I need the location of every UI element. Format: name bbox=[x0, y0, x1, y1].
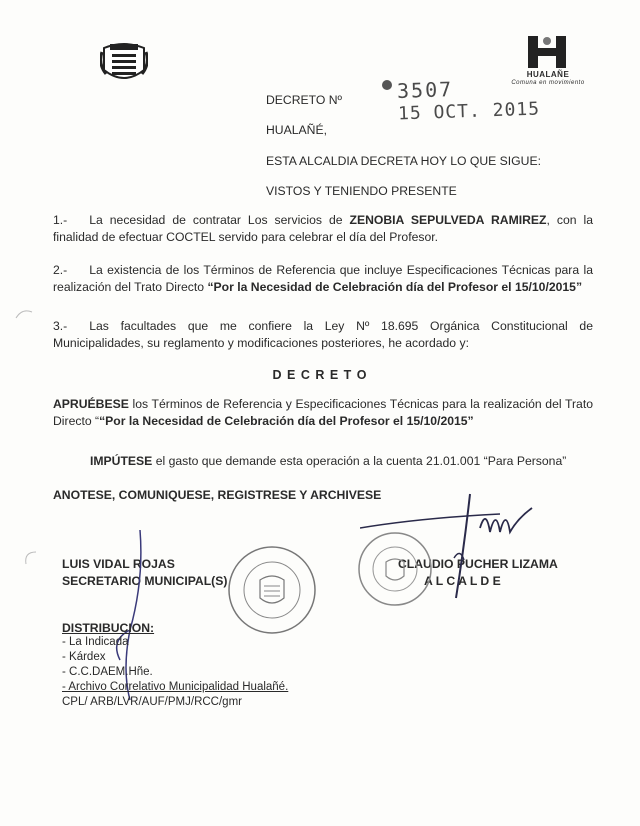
logo-name: HUALAÑE bbox=[526, 70, 570, 79]
list-item: - Archivo Correlativo Municipalidad Hualañé. bbox=[62, 681, 289, 693]
alcaldia-line: ESTA ALCALDIA DECRETA HOY LO QUE SIGUE: bbox=[266, 154, 541, 168]
imputese-paragraph: IMPÚTESE el gasto que demande esta operación a la cuenta 21.01.001 “Para Persona” bbox=[90, 454, 567, 468]
mayor-signature-icon bbox=[360, 488, 540, 608]
distribucion-list bbox=[62, 635, 288, 710]
list-item: - C.C.DAEM.Hñe. bbox=[62, 666, 153, 678]
hualane-logo-icon bbox=[524, 34, 570, 70]
item-1: 1.- La necesidad de contratar Los servicios de ZENOBIA SEPULVEDA RAMIREZ, con la finalidad de efectuar COCTEL servido para celebrar el día del Profesor. bbox=[53, 213, 593, 244]
secretary-title: SECRETARIO MUNICIPAL(S) bbox=[62, 574, 228, 588]
distribucion-title: DISTRIBUCION: bbox=[62, 621, 155, 635]
initials: CPL/ ARB/LVR/AUF/PMJ/RCC/gmr bbox=[62, 696, 242, 708]
city-line: HUALAÑÉ, bbox=[266, 123, 327, 137]
decreto-label: DECRETO Nº bbox=[266, 93, 343, 107]
contractor-name: ZENOBIA SEPULVEDA RAMIREZ bbox=[349, 213, 547, 227]
stamp-mark-icon bbox=[380, 78, 394, 92]
margin-mark-icon bbox=[14, 306, 34, 322]
mayor-name: CLAUDIO PUCHER LIZAMA bbox=[398, 557, 558, 571]
apruebese-paragraph: APRUÉBESE los Términos de Referencia y Especificaciones Técnicas para la realización del Trato Directo ““Por la Necesidad de Celebración día del Profesor el 15/10/2015” bbox=[53, 397, 593, 428]
item-number: 3.- bbox=[53, 319, 68, 333]
closing-line: ANOTESE, COMUNIQUESE, REGISTRESE Y ARCHIVESE bbox=[53, 488, 382, 502]
decreto-heading: D E C R E T O bbox=[272, 368, 368, 382]
list-item: - Kárdex bbox=[62, 651, 106, 663]
vistos-line: VISTOS Y TENIENDO PRESENTE bbox=[266, 184, 457, 198]
item-number: 1.- bbox=[53, 213, 68, 227]
secretaria-seal-icon bbox=[226, 544, 318, 636]
coat-of-arms-icon bbox=[100, 40, 148, 86]
item-number: 2.- bbox=[53, 263, 68, 277]
mayor-title: A L C A L D E bbox=[424, 574, 501, 588]
trato-directo-title: “Por la Necesidad de Celebración día del Profesor el 15/10/2015” bbox=[207, 280, 583, 294]
item-3: 3.- Las facultades que me confiere la Ley Nº 18.695 Orgánica Constitucional de Municipalidades, su reglamento y modificaciones posteriores, he acordado y: bbox=[53, 319, 593, 350]
decreto-number-stamp: 3507 bbox=[396, 77, 454, 103]
secretary-name: LUIS VIDAL ROJAS bbox=[62, 557, 175, 571]
margin-mark-icon bbox=[20, 548, 40, 568]
item-2: 2.- La existencia de los Términos de Referencia que incluye Especificaciones Técnicas para la realización del Trato Directo “Por la Necesidad de Celebración día del Profesor el 15/10/2015” bbox=[53, 263, 593, 294]
decreto-date-stamp: 15 OCT. 2015 bbox=[397, 98, 541, 125]
list-item: - La Indicada bbox=[62, 636, 129, 648]
logo-tagline: Comuna en movimiento bbox=[511, 80, 585, 86]
